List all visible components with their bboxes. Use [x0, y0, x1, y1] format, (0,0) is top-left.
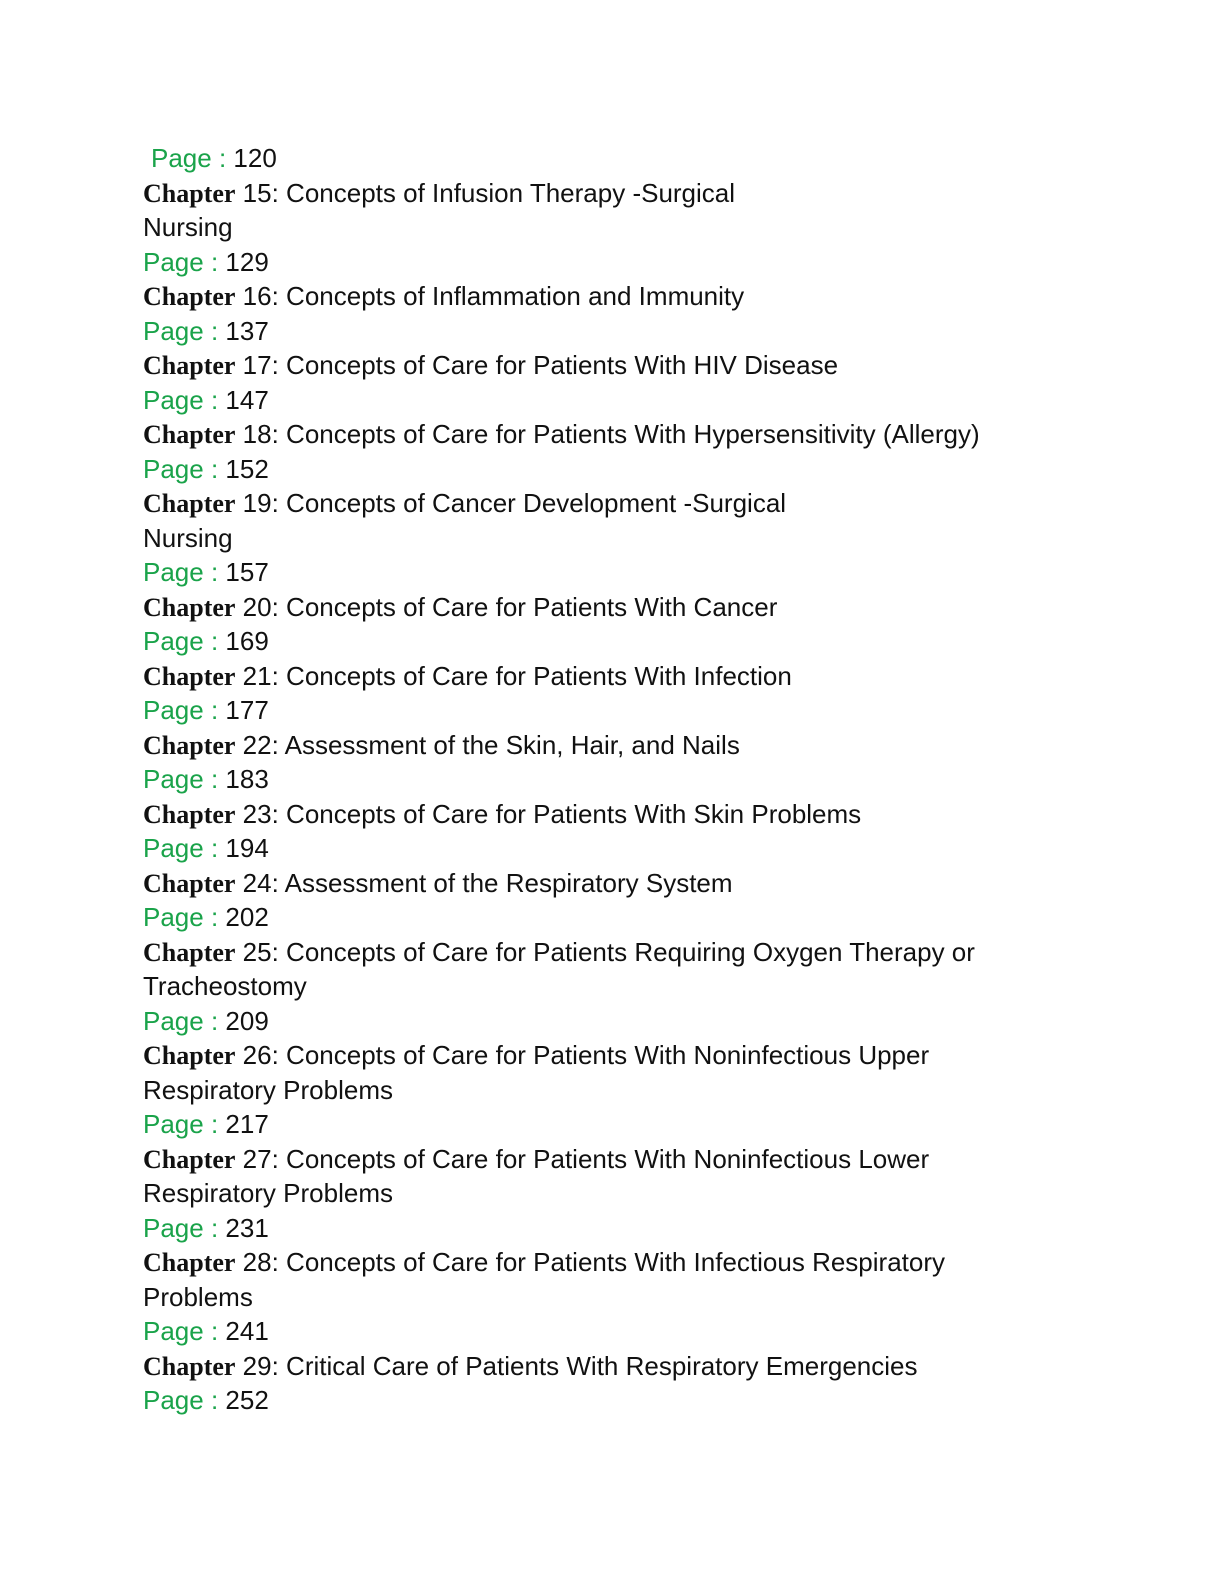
chapter-number: 15	[242, 177, 272, 208]
chapter-word: Chapter	[143, 282, 236, 311]
chapter-title: Concepts of Care for Patients Requiring Oxygen Therapy or	[286, 936, 975, 967]
page-label: Page :	[143, 384, 219, 415]
chapter-number: 16	[242, 281, 272, 311]
chapter-heading-continuation	[143, 969, 1143, 1004]
page-label: Page :	[143, 1005, 219, 1036]
chapter-heading-continuation	[143, 1176, 1143, 1211]
page-label: Page :	[151, 143, 227, 173]
chapter-title: Concepts of Care for Patients With Infectious Respiratory	[286, 1247, 945, 1277]
chapter-word: Chapter	[143, 178, 236, 208]
page-label: Page :	[143, 764, 219, 794]
chapter-number: 29	[242, 1350, 272, 1381]
chapter-title: Assessment of the Respiratory System	[284, 867, 733, 898]
chapter-title: Concepts of Inflammation and Immunity	[286, 281, 745, 311]
chapter-title: Concepts of Care for Patients With Skin Problems	[286, 798, 862, 829]
page-reference	[143, 1314, 1143, 1349]
chapter-number: 19	[242, 488, 272, 518]
page-label: Page :	[143, 246, 219, 277]
chapter-title: Concepts of Care for Patients With HIV Disease	[286, 350, 839, 380]
chapter-heading: Chapter 28: Concepts of Care for Patients With Infectious Respiratory	[143, 1247, 945, 1277]
chapter-title: Critical Care of Patients With Respiratory Emergencies	[286, 1350, 918, 1381]
chapter-heading: Chapter 19: Concepts of Cancer Development -Surgical	[143, 488, 787, 518]
page-label: Page :	[143, 1316, 219, 1346]
chapter-heading-continuation	[143, 210, 1143, 245]
chapter-title: Concepts of Care for Patients With Noninfectious Lower	[286, 1143, 930, 1174]
page-number: 169	[225, 626, 269, 656]
chapter-heading: Chapter 25: Concepts of Care for Patients Requiring Oxygen Therapy or	[143, 936, 975, 967]
page-reference	[143, 1107, 1143, 1142]
chapter-title: Concepts of Cancer Development -Surgical	[286, 488, 787, 518]
chapter-heading: Chapter 21: Concepts of Care for Patients With Infection	[143, 660, 792, 691]
page-reference	[143, 1383, 1143, 1418]
chapter-word: Chapter	[143, 351, 236, 380]
page-reference	[143, 452, 1143, 487]
chapter-title: Problems	[143, 1281, 253, 1312]
page-number: 157	[225, 557, 269, 587]
chapter-heading: Chapter 22: Assessment of the Skin, Hair, and Nails	[143, 729, 740, 760]
chapter-heading: Chapter 24: Assessment of the Respiratory System	[143, 867, 733, 898]
chapter-word: Chapter	[143, 661, 236, 691]
page-reference	[143, 831, 1143, 866]
page-number: 120	[233, 143, 277, 173]
page-number: 137	[225, 315, 269, 346]
chapter-heading: Chapter 23: Concepts of Care for Patients With Skin Problems	[143, 798, 862, 829]
chapter-number: 26	[242, 1040, 272, 1070]
chapter-heading-continuation	[143, 1073, 1143, 1108]
chapter-word: Chapter	[143, 1351, 236, 1381]
chapter-heading: Chapter 26: Concepts of Care for Patients With Noninfectious Upper	[143, 1040, 930, 1070]
chapter-heading: Chapter 18: Concepts of Care for Patients With Hypersensitivity (Allergy)	[143, 419, 980, 449]
chapter-number: 23	[242, 798, 272, 829]
page-reference	[143, 383, 1143, 418]
chapter-heading-continuation	[143, 521, 1143, 556]
page-reference	[143, 141, 1143, 176]
page-reference	[143, 900, 1143, 935]
chapter-word: Chapter	[143, 592, 236, 622]
chapter-heading: Chapter 20: Concepts of Care for Patients With Cancer	[143, 591, 778, 622]
page-number: 194	[225, 833, 269, 863]
page-label: Page :	[143, 695, 219, 725]
page-number: 129	[225, 246, 269, 277]
chapter-word: Chapter	[143, 799, 236, 829]
page-label: Page :	[143, 315, 219, 346]
page-label: Page :	[143, 902, 219, 932]
page-label: Page :	[143, 833, 219, 863]
chapter-word: Chapter	[143, 489, 236, 518]
page-reference	[143, 1211, 1143, 1246]
chapter-number: 24	[242, 867, 272, 898]
page-number: 252	[225, 1385, 269, 1415]
page-number: 152	[225, 453, 269, 484]
chapter-heading: Chapter 15: Concepts of Infusion Therapy -Surgical	[143, 177, 736, 208]
page-reference	[143, 1004, 1143, 1039]
page-number: 177	[225, 695, 269, 725]
page-number: 147	[225, 384, 269, 415]
chapter-title: Concepts of Care for Patients With Cancer	[286, 591, 778, 622]
chapter-heading-continuation	[143, 1280, 1143, 1315]
page-reference	[143, 624, 1143, 659]
chapter-number: 17	[242, 350, 272, 380]
chapter-number: 28	[242, 1247, 272, 1277]
chapter-word: Chapter	[143, 1041, 236, 1070]
page-label: Page :	[143, 1385, 219, 1415]
page-reference	[143, 314, 1143, 349]
chapter-heading: Chapter 29: Critical Care of Patients With Respiratory Emergencies	[143, 1350, 918, 1381]
chapter-number: 22	[242, 729, 272, 760]
chapter-number: 27	[242, 1143, 272, 1174]
chapter-word: Chapter	[143, 937, 236, 967]
page-number: 241	[225, 1316, 269, 1346]
chapter-heading: Chapter 16: Concepts of Inflammation and Immunity	[143, 281, 745, 311]
table-of-contents	[143, 141, 1143, 1418]
chapter-word: Chapter	[143, 1248, 236, 1277]
chapter-number: 21	[242, 660, 272, 691]
page-number: 231	[225, 1212, 269, 1243]
page-reference	[143, 555, 1143, 590]
chapter-number: 20	[242, 591, 272, 622]
chapter-title: Concepts of Care for Patients With Infection	[286, 660, 792, 691]
page-label: Page :	[143, 557, 219, 587]
page-label: Page :	[143, 1109, 219, 1139]
page-number: 202	[225, 902, 269, 932]
chapter-title: Respiratory Problems	[143, 1178, 393, 1208]
chapter-word: Chapter	[143, 420, 236, 449]
chapter-title: Respiratory Problems	[143, 1074, 393, 1105]
chapter-title: Assessment of the Skin, Hair, and Nails	[284, 729, 740, 760]
page-label: Page :	[143, 453, 219, 484]
chapter-heading: Chapter 17: Concepts of Care for Patients With HIV Disease	[143, 350, 839, 380]
page-reference	[143, 245, 1143, 280]
chapter-title: Nursing	[143, 212, 233, 242]
page-label: Page :	[143, 626, 219, 656]
page-number: 183	[225, 764, 269, 794]
chapter-word: Chapter	[143, 1144, 236, 1174]
chapter-title: Concepts of Infusion Therapy -Surgical	[286, 177, 736, 208]
chapter-number: 18	[242, 419, 272, 449]
chapter-title: Nursing	[143, 522, 233, 553]
page-reference	[143, 693, 1143, 728]
page-label: Page :	[143, 1212, 219, 1243]
chapter-number: 25	[242, 936, 272, 967]
chapter-title: Concepts of Care for Patients With Hypersensitivity (Allergy)	[286, 419, 980, 449]
chapter-word: Chapter	[143, 868, 236, 898]
chapter-heading: Chapter 27: Concepts of Care for Patients With Noninfectious Lower	[143, 1143, 930, 1174]
chapter-title: Concepts of Care for Patients With Noninfectious Upper	[286, 1040, 930, 1070]
page-reference	[143, 762, 1143, 797]
page-number: 217	[225, 1109, 269, 1139]
chapter-title: Tracheostomy	[143, 971, 307, 1001]
chapter-word: Chapter	[143, 730, 236, 760]
page-number: 209	[225, 1005, 269, 1036]
